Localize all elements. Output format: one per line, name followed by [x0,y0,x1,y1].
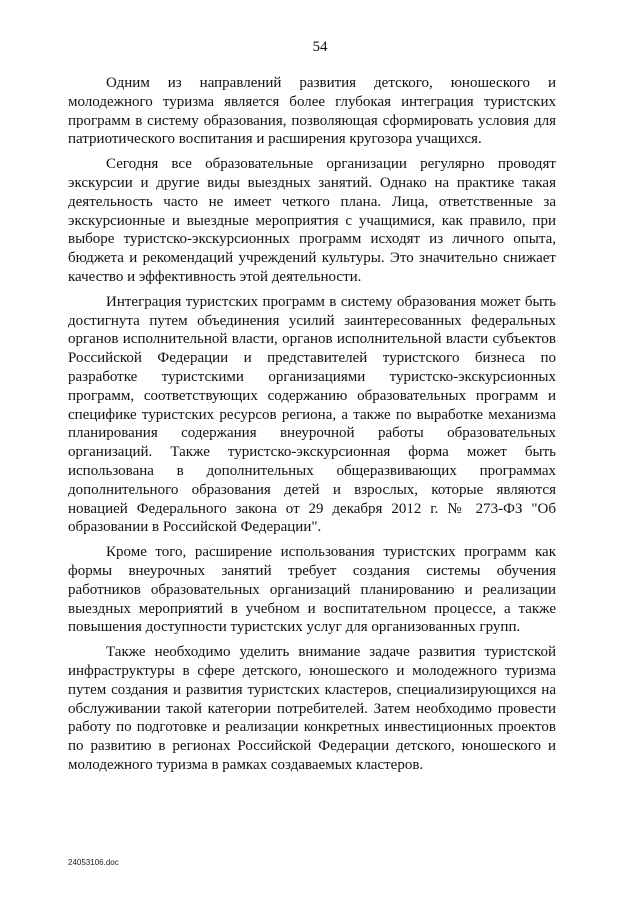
body-text [68,74,556,781]
footer-filename: 24053106.doc [68,858,119,867]
paragraph: Одним из направлений развития детского, юношеского и молодежного туризма является более глубокая интеграция туристских программ в систему образования, позволяющая сформировать условия для патриотического воспитания и расширения кругозора учащихся. [68,75,556,148]
paragraph: Интеграция туристских программ в систему образования может быть достигнута путем объединения усилий заинтересованных федеральных органов исполнительной власти, органов исполнительной власти субъектов Российской Федерации и представителей туристского бизнеса по разработке туристскими организациями туристско-экскурсионных программ, соответствующих содержанию образовательных программ и специфике туристских ресурсов региона, а также по выработке механизма планирования содержания внеурочной работы образовательных организаций. Также туристско-экскурсионная форма может быть использована в дополнительных общеразвивающих программах дополнительного образования детей и взрослых, которые являются новацией Федерального закона от 29 декабря 2012 г. № 273-ФЗ "Об образовании в Российской Федерации". [68,293,556,536]
page-number: 54 [312,39,328,55]
paragraph: Сегодня все образовательные организации регулярно проводят экскурсии и другие виды выездных занятий. Однако на практике такая деятельность часто не имеет четкого плана. Лица, ответственные за экскурсионные и выездные мероприятия с учащимися, как правило, при выборе туристско-экскурсионных программ исходят из личного опыта, бюджета и рекомендаций учреждений культуры. Это значительно снижает качество и эффективность этой деятельности. [68,156,556,285]
paragraph: Кроме того, расширение использования туристских программ как формы внеурочных занятий требует создания системы обучения работников образовательных организаций планированию и реализации выездных мероприятий в учебном и воспитательном процессе, а также повышения доступности туристских услуг для организованных групп. [68,544,556,636]
paragraph: Также необходимо уделить внимание задаче развития туристской инфраструктуры в сфере детского, юношеского и молодежного туризма путем создания и развития туристских кластеров, специализирующихся на обслуживании такой категории потребителей. Затем необходимо провести работу по подготовке и реализации конкретных инвестиционных проектов по развитию в регионах Российской Федерации детского, юношеского и молодежного туризма в рамках создаваемых кластеров. [68,644,556,773]
